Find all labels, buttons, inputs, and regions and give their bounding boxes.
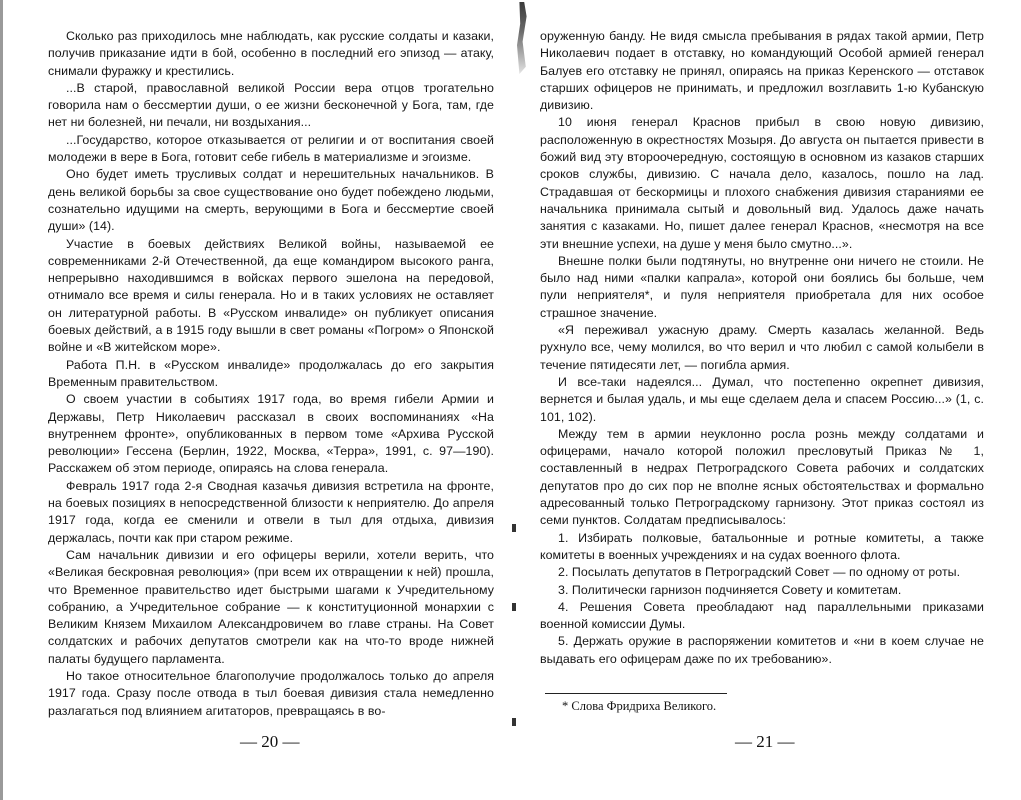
paragraph: 5. Держать оружие в распоряжении комитетов и «ни в коем случае не выдавать его офицерам даже по их требованию».: [540, 634, 984, 666]
paragraph: Работа П.Н. в «Русском инвалиде» продолжалась до его закрытия Временным правительством.: [48, 357, 494, 389]
gutter-mark: [512, 718, 516, 726]
paragraph: Внешне полки были подтянуты, но внутренне они ничего не стоили. Не было над ними «палки капрала», которой они боялись бы больше, чем пули неприятеля*, и пуля неприятеля приобретала для них особое страшное значение.: [540, 253, 984, 320]
paragraph: 2. Посылать депутатов в Петроградский Совет — по одному от роты.: [558, 565, 961, 580]
paragraph: «Я переживал ужасную драму. Смерть казалась желанной. Ведь рухнуло все, чему молился, во что верил и что любил с самой колыбели в течение пятидесяти лет, — погибла армия.: [540, 323, 984, 372]
gutter-mark: [512, 524, 516, 532]
paragraph: Сколько раз приходилось мне наблюдать, как русские солдаты и казаки, получив приказание идти в бой, особенно в последний его эпизод — атаку, снимали фуражку и крестились.: [48, 29, 494, 78]
paragraph: Сам начальник дивизии и его офицеры верили, хотели верить, что «Великая бескровная революция» (при всем их отвращении к ней) прошла, что Временное правительство идет быстрыми шагами к Учредительному собранию, а Учредительное собрание — к конституционной монархии с Великим Князем Михаилом Александровичем во главе страны. На Совет солдатских и рабочих депутатов смотрели как на что-то вроде нижней палаты будущего парламента.: [48, 547, 494, 666]
paragraph: О своем участии в событиях 1917 года, во время гибели Армии и Державы, Петр Николаевич рассказал в своих воспоминаниях «На внутреннем фронте», опубликованных в первом томе «Архива Русской революции» Гессена (Берлин, 1922, Москва, «Терра», 1991, с. 97—190). Расскажем об этом периоде, опираясь на слова генерала.: [48, 392, 494, 476]
paragraph: Оно будет иметь трусливых солдат и нерешительных начальников. В день великой борьбы за свое существование оно будет побеждено людьми, сознательно идущими на смерть, верующими в Бога и бессмертие своей души» (14).: [48, 167, 494, 234]
paragraph: Участие в боевых действиях Великой войны, называемой ее современниками 2-й Отечественной, да еще командиром высокого ранга, непрерывно находившимся в войсках первого эшелона на передовой, отнимало все время и силы генерала. Но и в таких условиях не оставляет он литературной работы. В «Русском инвалиде» он публикует описания боевых действий, а в 1915 году вышли в свет романы «Погром» о Японской войне и «В житейском море».: [48, 236, 494, 355]
paragraph: 1. Избирать полковые, батальонные и ротные комитеты, а также комитеты в военных учреждениях и на судах военного флота.: [540, 530, 984, 562]
paragraph: ...Государство, которое отказывается от религии и от воспитания своей молодежи в вере в Бога, готовит себе гибель в материализме и эгоизме.: [48, 132, 494, 165]
paragraph: И все-таки надеялся... Думал, что постепенно окрепнет дивизия, вернется и былая удаль, и мы еще сделаем дела и спасем Россию...» (1, с. 101, 102).: [540, 374, 984, 424]
paragraph: 3. Политически гарнизон подчиняется Совету и комитетам.: [558, 582, 902, 597]
left-page: [48, 28, 494, 720]
paragraph: 10 июня генерал Краснов прибыл в свою новую дивизию, расположенную в окрестностях Мозыря. До августа он пытается привести в божий вид эту второочередную, состоящую в основном из казаков старших сроков службы, дивизию. С начала дело, казалось, пошло на лад. Страдавшая от бескормицы и плохого снабжения дивизия стараниями ее начальника принимала сытый и довольный вид. Удалось даже начать занятия с казаками. Но, пишет далее генерал Краснов, «несмотря на все эти внешние успехи, на душе у меня было смутно...».: [540, 115, 984, 251]
paragraph: Но такое относительное благополучие продолжалось только до апреля 1917 года. Сразу после отвода в тыл боевая дивизия стала немедленно разлагаться под влиянием агитаторов, превращаясь в во-: [48, 668, 494, 718]
footnote: * Слова Фридриха Великого.: [562, 699, 717, 713]
page-number: — 21 —: [735, 732, 795, 751]
page-edge: [0, 0, 3, 800]
right-page: [540, 28, 984, 668]
footnote-divider: [545, 693, 727, 694]
gutter-mark: [512, 603, 516, 611]
binding-shadow: [513, 2, 529, 74]
paragraph: Между тем в армии неуклонно росла рознь между солдатами и офицерами, начало которой положил пресловутый Приказ № 1, составленный в недрах Петроградского Совета рабочих и солдатских депутатов про до сих пор не вполне ясных обстоятельствах и формально адресованный только Петроградскому гарнизону. Этот приказ состоял из семи пунктов. Солдатам предписывалось:: [540, 426, 984, 528]
paragraph: оруженную банду. Не видя смысла пребывания в рядах такой армии, Петр Николаевич подает в отставку, но командующий Особой армией генерал Балуев его отставку не принял, опираясь на приказ Керенского — отставок старших офицеров не принимать, и предложил возглавить 1-ю Кубанскую дивизию.: [540, 29, 984, 113]
paragraph: ...В старой, православной великой России вера отцов трогательно говорила нам о бессмертии души, о ее жизни бесконечной у Бога, там, где нет ни болезней, ни печали, ни воздыхания...: [48, 80, 494, 130]
paragraph: 4. Решения Совета преобладают над параллельными приказами военной комиссии Думы.: [540, 599, 984, 632]
paragraph: Февраль 1917 года 2-я Сводная казачья дивизия встретила на фронте, на боевых позициях в непосредственной близости к неприятелю. До апреля 1917 года, когда ее сменили и отвели в тыл для отдыха, дивизия держалась, почти как при старом режиме.: [48, 478, 494, 545]
page-number: — 20 —: [240, 732, 300, 751]
